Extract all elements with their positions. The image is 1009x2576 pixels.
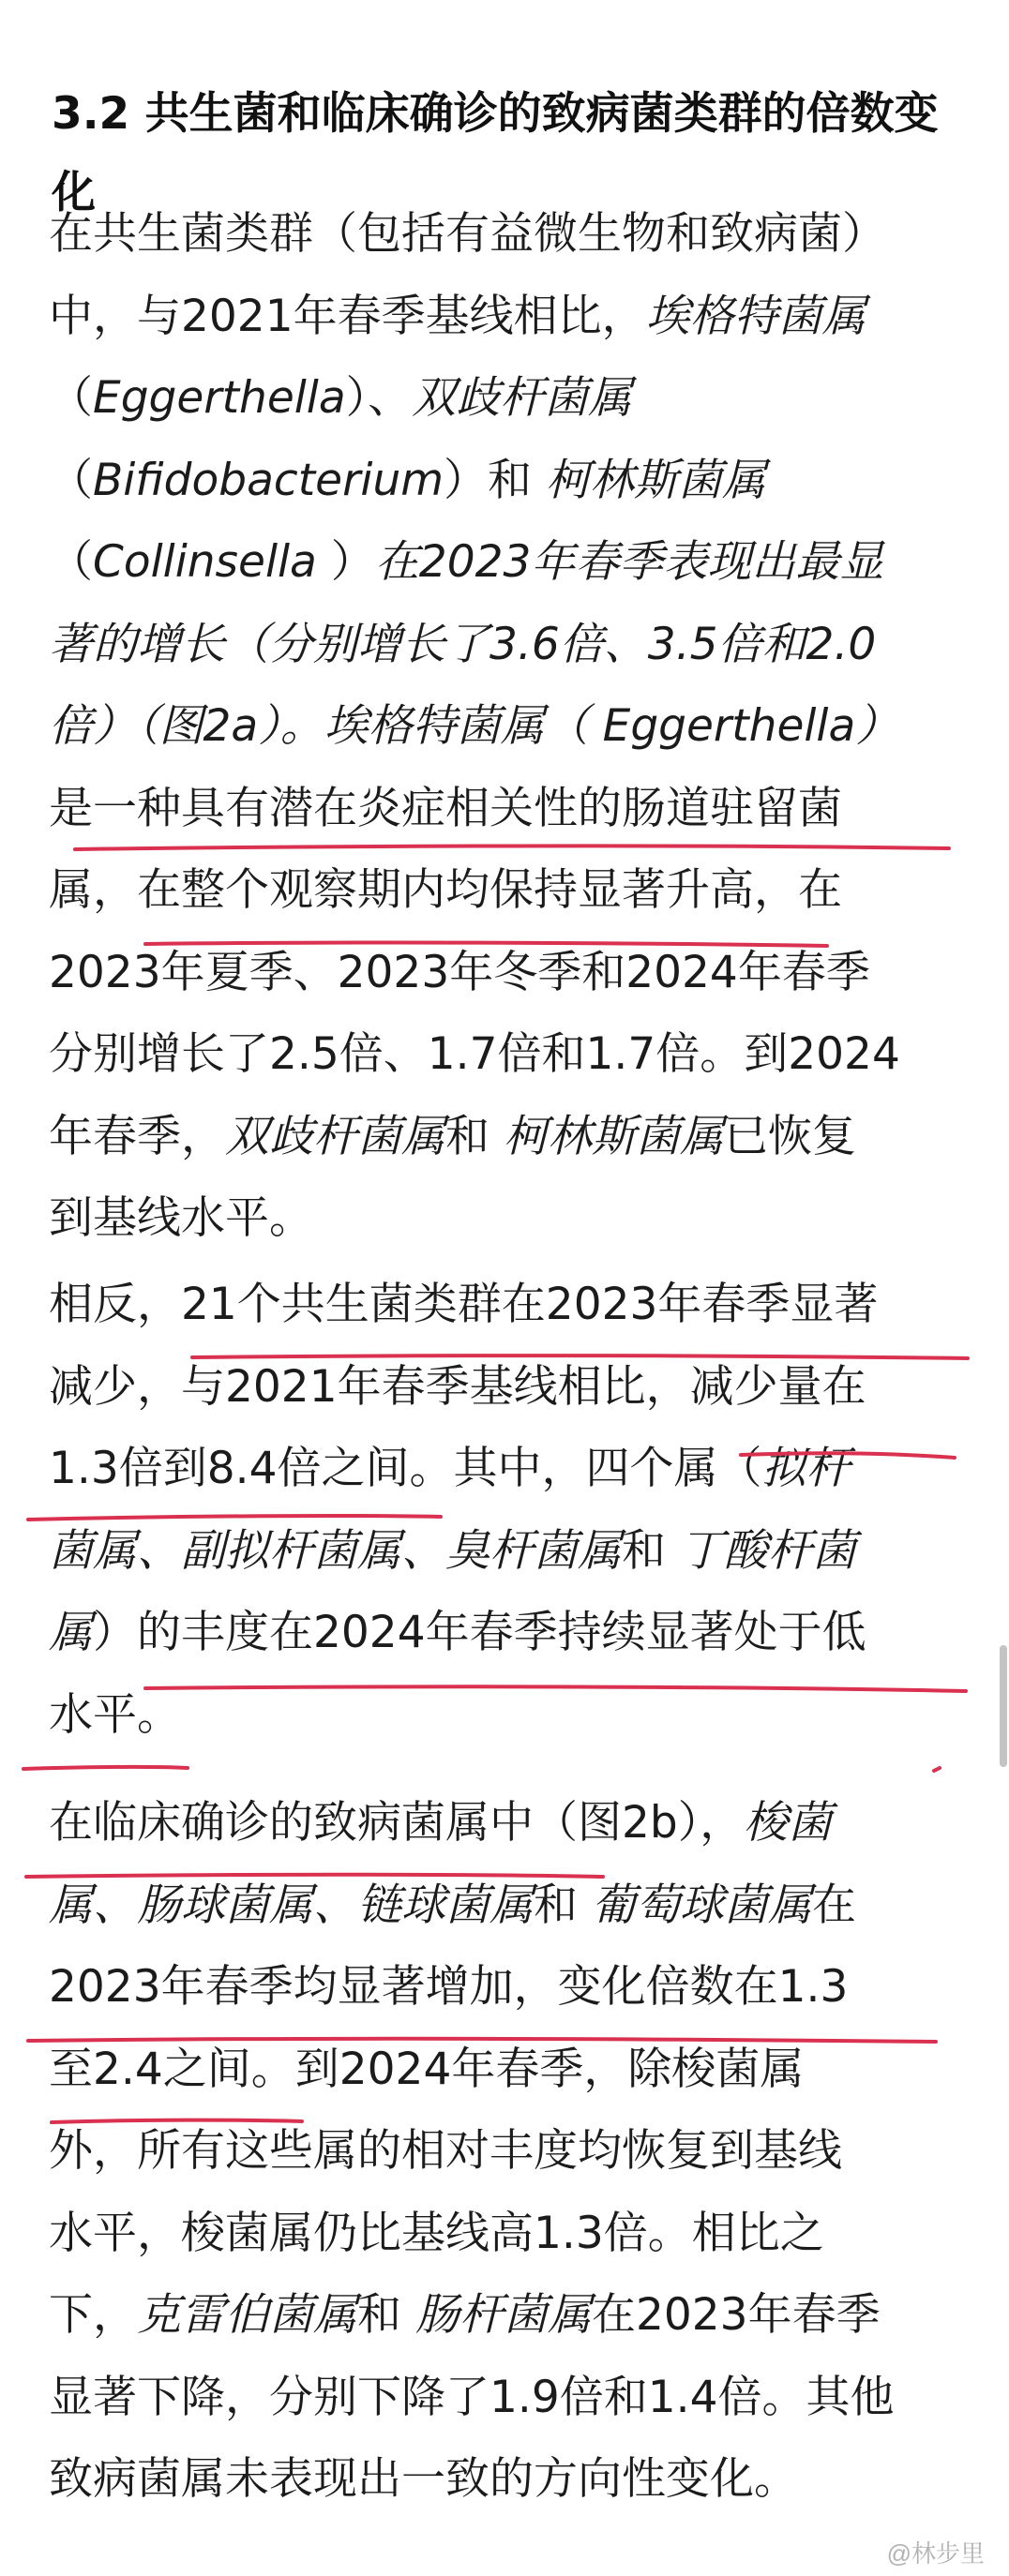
underline-mark (145, 1686, 966, 1691)
italic-text-span: 倍）（图2a）。埃格特菌属（ Eggerthella） (49, 700, 900, 752)
text-span: 水平。 (49, 1688, 181, 1741)
underline-mark (192, 1355, 968, 1358)
text-span: 至2.4之间。到2024年春季，除梭菌属 (49, 2043, 805, 2095)
underline-mark (934, 1768, 940, 1771)
italic-text-span: 属、肠球菌属、链球菌属 (49, 1879, 534, 1931)
text-span: 和 (357, 2289, 415, 2341)
text-span: ） (316, 536, 375, 588)
text-span: 属，在整个观察期内均保持显著升高，在 (49, 864, 842, 916)
text-span: 已恢复 (723, 1110, 856, 1162)
underline-mark (75, 846, 949, 849)
italic-text-span: Collinsella (93, 536, 317, 588)
text-span: 致病菌属未表现出一致的方向性变化。 (49, 2453, 798, 2505)
text-span: 到基线水平。 (49, 1192, 313, 1244)
scrollbar-thumb[interactable] (1000, 1645, 1007, 1767)
italic-text-span: 葡萄球菌属 (591, 1879, 812, 1931)
text-span: （ (49, 454, 93, 506)
text-span: 在 (811, 1879, 856, 1931)
text-span: 和 (622, 1524, 680, 1577)
text-span: （ (49, 536, 93, 588)
italic-text-span: 拟杆 (761, 1443, 851, 1494)
italic-text-span: 属 (49, 1607, 93, 1658)
italic-text-span: 埃格特菌属 (645, 290, 866, 342)
text-span: 外，所有这些属的相对丰度均恢复到基线 (49, 2125, 842, 2177)
italic-text-span: Bifidobacterium (93, 454, 444, 506)
text-span: （ (49, 372, 93, 424)
italic-text-span: 在2023年春季表现出最显 (374, 536, 884, 588)
italic-text-span: 克雷伯菌属 (137, 2289, 357, 2341)
text-span: 年春季， (49, 1110, 225, 1162)
text-span: 下， (49, 2289, 137, 2341)
text-span: 在2023年春季 (591, 2289, 881, 2341)
text-span: ）、 (345, 372, 413, 424)
text-span: 减少，与2021年春季基线相比，减少量在 (49, 1360, 866, 1413)
text-span: ）的丰度在2024年春季持续显著处于低 (93, 1607, 866, 1658)
italic-text-span: 丁酸杆菌 (679, 1524, 856, 1577)
section-heading: 3.2 共生菌和临床确诊的致病菌类群的倍数变化 (52, 88, 939, 218)
italic-text-span: 梭菌 (744, 1797, 833, 1849)
italic-text-span: 双歧杆菌属 (225, 1110, 445, 1162)
text-span: 显著下降，分别下降了1.9倍和1.4倍。其他 (49, 2371, 895, 2423)
text-span: 是一种具有潜在炎症相关性的肠道驻留菌 (49, 782, 842, 834)
text-span: 在临床确诊的致病菌属中（图2b）， (49, 1797, 745, 1849)
underline-mark (26, 1875, 603, 1877)
italic-text-span: 菌属、副拟杆菌属、臭杆菌属 (49, 1524, 622, 1577)
text-span: 和 (534, 1879, 592, 1931)
italic-text-span: 肠杆菌属 (414, 2289, 592, 2341)
underline-mark (28, 2039, 936, 2042)
italic-text-span: 著的增长（分别增长了3.6倍、3.5倍和2.0 (49, 618, 877, 670)
italic-text-span: 双歧杆菌属 (412, 372, 633, 424)
underline-mark (28, 1516, 441, 1520)
text-span: ）和 (444, 454, 546, 506)
text-span: 2023年春季均显著增加，变化倍数在1.3 (49, 1961, 849, 2013)
text-span: 1.3倍到8.4倍之间。其中，四个属（ (49, 1443, 762, 1494)
text-span: 相反，21个共生菌类群在2023年春季显著 (49, 1279, 879, 1330)
underline-mark (145, 943, 827, 946)
text-span: 在共生菌类群（包括有益微生物和致病菌） (49, 208, 886, 260)
underline-mark (741, 1453, 955, 1458)
text-span: 水平，梭菌属仍比基线高1.3倍。相比之 (49, 2207, 824, 2259)
text-span: 2023年夏季、2023年冬季和2024年春季 (49, 946, 870, 998)
text-span: 和 (445, 1110, 504, 1162)
italic-text-span: 柯林斯菌属 (545, 454, 766, 506)
text-span: 分别增长了2.5倍、1.7倍和1.7倍。到2024 (49, 1028, 900, 1080)
italic-text-span: 柯林斯菌属 (503, 1110, 724, 1162)
weibo-watermark: @林步里 (886, 2539, 985, 2568)
text-span: 中，与2021年春季基线相比， (49, 290, 646, 342)
underline-mark (52, 2120, 302, 2122)
italic-text-span: Eggerthella (93, 372, 346, 424)
underline-mark (23, 1767, 188, 1769)
